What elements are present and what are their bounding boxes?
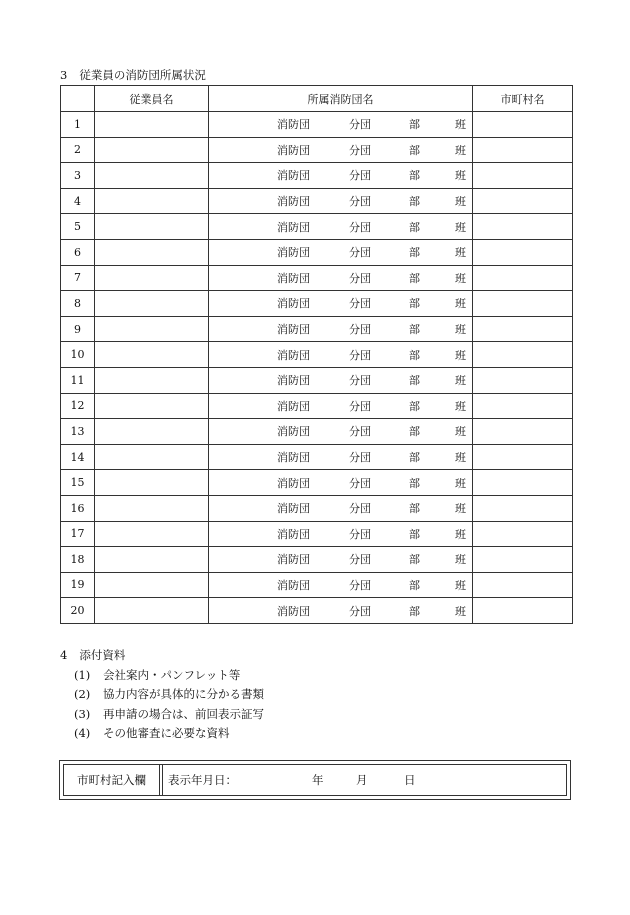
employee-name-cell[interactable] [95, 342, 209, 368]
municipality-cell[interactable] [473, 291, 573, 317]
row-number: 20 [61, 598, 95, 624]
employee-name-cell[interactable] [95, 419, 209, 445]
affiliation-cell[interactable] [209, 444, 473, 470]
section3-heading: 従業員の消防団所属状況 [79, 68, 206, 82]
table-row [61, 547, 573, 573]
affiliation-unit-label: 班 [455, 143, 466, 157]
employee-name-cell[interactable] [95, 547, 209, 573]
affiliation-unit-label: 消防団 [277, 143, 310, 157]
row-number: 2 [61, 137, 95, 163]
affiliation-unit-label: 分団 [349, 169, 371, 183]
municipality-cell[interactable] [473, 112, 573, 138]
affiliation-unit-label: 部 [409, 451, 420, 465]
attachment-item [60, 724, 264, 744]
affiliation-unit-label: 消防団 [277, 118, 310, 132]
attachment-item [60, 685, 264, 705]
affiliation-unit-label: 分団 [349, 553, 371, 567]
affiliation-unit-label: 消防団 [277, 195, 310, 209]
affiliation-unit-label: 消防団 [277, 297, 310, 311]
municipality-cell[interactable] [473, 137, 573, 163]
table-row [61, 214, 573, 240]
row-number: 10 [61, 342, 95, 368]
employee-name-cell[interactable] [95, 239, 209, 265]
municipality-cell[interactable] [473, 214, 573, 240]
affiliation-unit-label: 部 [409, 348, 420, 362]
section3-title [60, 67, 218, 83]
affiliation-unit-label: 班 [455, 476, 466, 490]
affiliation-unit-label: 部 [409, 604, 420, 618]
employee-name-cell[interactable] [95, 572, 209, 598]
employee-name-cell[interactable] [95, 214, 209, 240]
affiliation-cell[interactable] [209, 470, 473, 496]
row-number: 18 [61, 547, 95, 573]
attachment-item [60, 705, 264, 725]
municipality-entry-box [59, 760, 571, 800]
attachment-number: (1) [74, 667, 91, 682]
affiliation-unit-label: 部 [409, 399, 420, 413]
municipality-cell[interactable] [473, 547, 573, 573]
municipality-cell[interactable] [473, 239, 573, 265]
table-row [61, 239, 573, 265]
section3-number: 3 [60, 68, 68, 82]
header-number [61, 86, 95, 112]
employee-name-cell[interactable] [95, 495, 209, 521]
attachment-number: (2) [74, 687, 91, 702]
table-row [61, 444, 573, 470]
municipality-cell[interactable] [473, 598, 573, 624]
table-row [61, 393, 573, 419]
affiliation-unit-label: 班 [455, 451, 466, 465]
affiliation-unit-label: 部 [409, 553, 420, 567]
attachment-text: 再申請の場合は、前回表示証写 [103, 706, 264, 721]
table-row [61, 572, 573, 598]
table-row [61, 265, 573, 291]
employee-name-cell[interactable] [95, 393, 209, 419]
affiliation-unit-label: 分団 [349, 502, 371, 516]
header-municipality: 市町村名 [473, 86, 573, 112]
affiliation-unit-label: 部 [409, 143, 420, 157]
affiliation-unit-label: 部 [409, 374, 420, 388]
affiliation-unit-label: 班 [455, 220, 466, 234]
municipality-cell[interactable] [473, 188, 573, 214]
affiliation-cell[interactable] [209, 419, 473, 445]
affiliation-unit-label: 分団 [349, 220, 371, 234]
row-number: 7 [61, 265, 95, 291]
table-row [61, 291, 573, 317]
municipality-cell[interactable] [473, 393, 573, 419]
affiliation-unit-label: 部 [409, 169, 420, 183]
affiliation-unit-label: 班 [455, 195, 466, 209]
affiliation-cell[interactable] [209, 342, 473, 368]
row-number: 19 [61, 572, 95, 598]
affiliation-cell[interactable] [209, 163, 473, 189]
row-number: 8 [61, 291, 95, 317]
row-number: 16 [61, 495, 95, 521]
row-number: 17 [61, 521, 95, 547]
municipality-cell[interactable] [473, 470, 573, 496]
affiliation-unit-label: 部 [409, 297, 420, 311]
affiliation-unit-label: 分団 [349, 604, 371, 618]
affiliation-unit-label: 部 [409, 578, 420, 592]
affiliation-unit-label: 班 [455, 604, 466, 618]
year-field[interactable]: 年 [312, 773, 324, 787]
affiliation-unit-label: 分団 [349, 348, 371, 362]
row-number: 6 [61, 239, 95, 265]
employee-name-cell[interactable] [95, 470, 209, 496]
attachment-number: (4) [74, 726, 91, 741]
affiliation-unit-label: 消防団 [277, 553, 310, 567]
affiliation-cell[interactable] [209, 316, 473, 342]
employee-name-cell[interactable] [95, 444, 209, 470]
section4-heading: 添付資料 [79, 648, 126, 662]
affiliation-unit-label: 消防団 [277, 399, 310, 413]
row-number: 1 [61, 112, 95, 138]
affiliation-unit-label: 分団 [349, 399, 371, 413]
employee-name-cell[interactable] [95, 265, 209, 291]
affiliation-unit-label: 班 [455, 169, 466, 183]
affiliation-unit-label: 班 [455, 399, 466, 413]
affiliation-unit-label: 消防団 [277, 323, 310, 337]
affiliation-cell[interactable] [209, 137, 473, 163]
affiliation-cell[interactable] [209, 495, 473, 521]
affiliation-unit-label: 部 [409, 220, 420, 234]
row-number: 9 [61, 316, 95, 342]
employee-name-cell[interactable] [95, 367, 209, 393]
header-employee: 従業員名 [95, 86, 209, 112]
affiliation-unit-label: 消防団 [277, 502, 310, 516]
table-row [61, 163, 573, 189]
row-number: 11 [61, 367, 95, 393]
attachment-text: 協力内容が具体的に分かる書類 [103, 687, 264, 702]
affiliation-cell[interactable] [209, 214, 473, 240]
display-date-label: 表示年月日： [168, 773, 237, 787]
attachment-number: (3) [74, 706, 91, 721]
affiliation-unit-label: 部 [409, 271, 420, 285]
affiliation-unit-label: 部 [409, 425, 420, 439]
employee-name-cell[interactable] [95, 521, 209, 547]
affiliation-unit-label: 消防団 [277, 246, 310, 260]
affiliation-unit-label: 班 [455, 118, 466, 132]
affiliation-unit-label: 班 [455, 297, 466, 311]
table-row [61, 342, 573, 368]
table-row [61, 598, 573, 624]
row-number: 5 [61, 214, 95, 240]
affiliation-unit-label: 分団 [349, 374, 371, 388]
affiliation-unit-label: 分団 [349, 195, 371, 209]
row-number: 15 [61, 470, 95, 496]
section4-title [60, 646, 264, 666]
affiliation-unit-label: 消防団 [277, 374, 310, 388]
affiliation-unit-label: 分団 [349, 143, 371, 157]
table-row [61, 419, 573, 445]
table-row [61, 137, 573, 163]
affiliation-unit-label: 消防団 [277, 425, 310, 439]
table-row [61, 112, 573, 138]
affiliation-unit-label: 班 [455, 246, 466, 260]
employee-name-cell[interactable] [95, 137, 209, 163]
table-row [61, 521, 573, 547]
affiliation-unit-label: 消防団 [277, 169, 310, 183]
employee-name-cell[interactable] [95, 598, 209, 624]
affiliation-unit-label: 班 [455, 323, 466, 337]
fire-brigade-table [60, 85, 573, 624]
affiliation-unit-label: 班 [455, 348, 466, 362]
attachment-text: 会社案内・パンフレット等 [103, 667, 241, 682]
table-row [61, 188, 573, 214]
section4 [60, 646, 264, 744]
municipality-cell[interactable] [473, 495, 573, 521]
employee-name-cell[interactable] [95, 188, 209, 214]
municipality-cell[interactable] [473, 521, 573, 547]
affiliation-unit-label: 班 [455, 502, 466, 516]
affiliation-unit-label: 分団 [349, 527, 371, 541]
affiliation-cell[interactable] [209, 572, 473, 598]
affiliation-unit-label: 分団 [349, 323, 371, 337]
affiliation-unit-label: 部 [409, 195, 420, 209]
affiliation-unit-label: 分団 [349, 578, 371, 592]
row-number: 13 [61, 419, 95, 445]
municipality-entry-label: 市町村記入欄 [64, 765, 160, 795]
table-row [61, 316, 573, 342]
section4-number: 4 [60, 648, 68, 662]
municipality-cell[interactable] [473, 572, 573, 598]
municipality-cell[interactable] [473, 265, 573, 291]
affiliation-unit-label: 班 [455, 527, 466, 541]
municipality-cell[interactable] [473, 163, 573, 189]
affiliation-unit-label: 班 [455, 553, 466, 567]
affiliation-unit-label: 消防団 [277, 527, 310, 541]
affiliation-cell[interactable] [209, 598, 473, 624]
municipality-cell[interactable] [473, 342, 573, 368]
affiliation-unit-label: 分団 [349, 297, 371, 311]
affiliation-cell[interactable] [209, 521, 473, 547]
affiliation-unit-label: 分団 [349, 271, 371, 285]
employee-name-cell[interactable] [95, 291, 209, 317]
row-number: 14 [61, 444, 95, 470]
affiliation-cell[interactable] [209, 265, 473, 291]
affiliation-cell[interactable] [209, 188, 473, 214]
affiliation-unit-label: 部 [409, 323, 420, 337]
affiliation-unit-label: 班 [455, 374, 466, 388]
row-number: 3 [61, 163, 95, 189]
affiliation-unit-label: 部 [409, 476, 420, 490]
row-number: 12 [61, 393, 95, 419]
affiliation-cell[interactable] [209, 547, 473, 573]
affiliation-unit-label: 消防団 [277, 604, 310, 618]
affiliation-cell[interactable] [209, 239, 473, 265]
table-row [61, 470, 573, 496]
header-affiliation: 所属消防団名 [209, 86, 473, 112]
affiliation-unit-label: 分団 [349, 451, 371, 465]
affiliation-unit-label: 消防団 [277, 348, 310, 362]
employee-name-cell[interactable] [95, 163, 209, 189]
affiliation-unit-label: 分団 [349, 425, 371, 439]
municipality-cell[interactable] [473, 367, 573, 393]
employee-name-cell[interactable] [95, 112, 209, 138]
affiliation-unit-label: 部 [409, 246, 420, 260]
day-field[interactable]: 日 [404, 773, 416, 787]
table-row [61, 495, 573, 521]
employee-name-cell[interactable] [95, 316, 209, 342]
affiliation-cell[interactable] [209, 393, 473, 419]
municipality-cell[interactable] [473, 444, 573, 470]
municipality-cell[interactable] [473, 316, 573, 342]
month-field[interactable]: 月 [356, 773, 368, 787]
table-header-row [61, 86, 573, 112]
affiliation-unit-label: 消防団 [277, 451, 310, 465]
affiliation-unit-label: 分団 [349, 246, 371, 260]
affiliation-cell[interactable] [209, 291, 473, 317]
attachment-text: その他審査に必要な資料 [103, 726, 230, 741]
affiliation-unit-label: 消防団 [277, 476, 310, 490]
affiliation-unit-label: 班 [455, 271, 466, 285]
box-divider [159, 765, 163, 795]
attachment-item [60, 666, 264, 686]
row-number: 4 [61, 188, 95, 214]
affiliation-unit-label: 部 [409, 118, 420, 132]
affiliation-unit-label: 班 [455, 425, 466, 439]
affiliation-unit-label: 班 [455, 578, 466, 592]
affiliation-unit-label: 部 [409, 502, 420, 516]
affiliation-unit-label: 部 [409, 527, 420, 541]
table-row [61, 367, 573, 393]
affiliation-cell[interactable] [209, 112, 473, 138]
municipality-cell[interactable] [473, 419, 573, 445]
affiliation-cell[interactable] [209, 367, 473, 393]
affiliation-unit-label: 消防団 [277, 271, 310, 285]
affiliation-unit-label: 分団 [349, 476, 371, 490]
affiliation-unit-label: 消防団 [277, 220, 310, 234]
affiliation-unit-label: 消防団 [277, 578, 310, 592]
affiliation-unit-label: 分団 [349, 118, 371, 132]
